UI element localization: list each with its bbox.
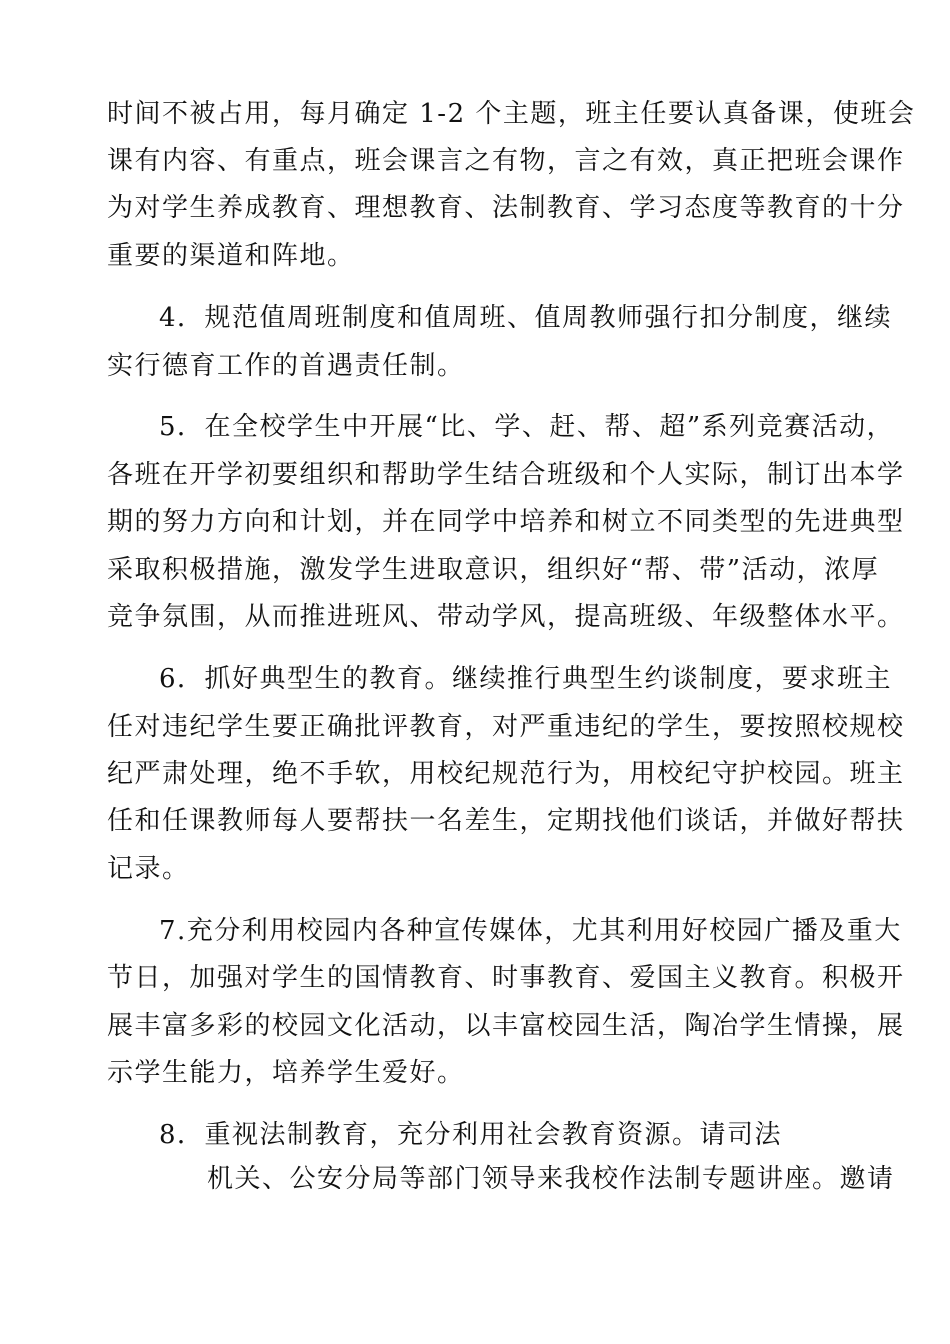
text-line: 示学生能力，培养学生爱好。 <box>107 1058 465 1088</box>
paragraph-6-start: 6．抓好典型生的教育。继续推行典型生约谈制度，要求班主 <box>159 664 893 694</box>
text-line: 竞争氛围，从而推进班风、带动学风，提高班级、年级整体水平。 <box>107 602 905 632</box>
text-line: 时间不被占用，每月确定 1-2 个主题，班主任要认真备课，使班会 <box>107 99 916 129</box>
paragraph-8-start: 8．重视法制教育，充分利用社会教育资源。请司法 <box>159 1120 783 1150</box>
paragraph-7-start: 7.充分利用校园内各种宣传媒体，尤其利用好校园广播及重大 <box>159 916 902 946</box>
text-line: 机关、公安分局等部门领导来我校作法制专题讲座。邀请 <box>207 1164 895 1194</box>
paragraph-4-start: 4．规范值周班制度和值周班、值周教师强行扣分制度，继续 <box>159 303 893 333</box>
text-line: 重要的渠道和阵地。 <box>107 241 355 271</box>
text-line: 任和任课教师每人要帮扶一名差生，定期找他们谈话，并做好帮扶 <box>107 806 905 836</box>
text-line: 期的努力方向和计划，并在同学中培养和树立不同类型的先进典型 <box>107 507 905 537</box>
text-line: 各班在开学初要组织和帮助学生结合班级和个人实际，制订出本学 <box>107 460 905 490</box>
text-line: 课有内容、有重点，班会课言之有物，言之有效，真正把班会课作 <box>107 146 905 176</box>
text-line: 节日，加强对学生的国情教育、时事教育、爱国主义教育。积极开 <box>107 963 905 993</box>
text-line: 展丰富多彩的校园文化活动，以丰富校园生活，陶冶学生情操，展 <box>107 1011 905 1041</box>
paragraph-5-start: 5．在全校学生中开展“比、学、赶、帮、超”系列竞赛活动， <box>159 412 895 442</box>
text-line: 采取积极措施，激发学生进取意识，组织好“帮、带”活动，浓厚 <box>107 555 880 585</box>
text-line: 实行德育工作的首遇责任制。 <box>107 351 465 381</box>
text-line: 任对违纪学生要正确批评教育，对严重违纪的学生，要按照校规校 <box>107 712 905 742</box>
text-line: 纪严肃处理，绝不手软，用校纪规范行为，用校纪守护校园。班主 <box>107 759 905 789</box>
text-line: 为对学生养成教育、理想教育、法制教育、学习态度等教育的十分 <box>107 193 905 223</box>
text-line: 记录。 <box>107 854 190 884</box>
